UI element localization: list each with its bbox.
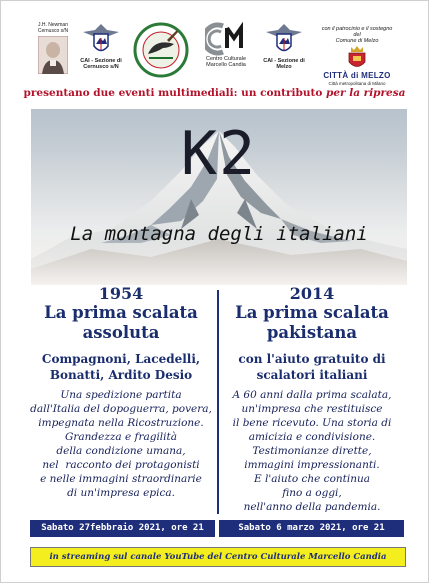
- desc-line: e nelle immagini straordinarie: [40, 473, 202, 485]
- streaming-banner: in streaming sul canale YouTube del Centro Culturale Marcello Candia: [30, 547, 406, 567]
- desc-line: Una spedizione partita: [60, 389, 182, 401]
- desc-line: amicizia e condivisione.: [248, 431, 376, 443]
- newman-portrait-icon: [38, 36, 68, 74]
- comune-text: Comune di Melzo: [335, 38, 379, 44]
- desc-line: fino a oggi,: [282, 487, 342, 499]
- event-2014: [219, 285, 405, 514]
- desc-line: Testimonianze dirette,: [252, 445, 372, 457]
- logo-cai-melzo: [259, 22, 309, 70]
- logo-centro-candia: [200, 22, 252, 68]
- patrocinio-text: con il patrocinio e il sostegno del: [321, 26, 393, 38]
- citta-sub-text: Città metropolitana di Milano: [328, 81, 386, 86]
- desc-line: nel racconto dei protagonisti: [42, 459, 200, 471]
- event-1954: [28, 285, 214, 500]
- event-1954-year: 1954: [98, 284, 144, 303]
- candia-logo-icon: [205, 22, 247, 56]
- event-1954-heading-2: assoluta: [82, 323, 160, 342]
- tagline-emph: per la ripresa: [326, 87, 406, 99]
- cai-melzo-emblem-icon: [264, 22, 304, 58]
- melzo-crest-icon: [346, 45, 368, 71]
- desc-line: impegnata nella Ricostruzione.: [38, 417, 204, 429]
- citta-melzo-text: CITTÀ di MELZO: [323, 71, 391, 80]
- desc-line: dall'Italia del dopoguerra, povera,: [30, 403, 212, 415]
- desc-line: A 60 anni dalla prima scalata,: [232, 389, 392, 401]
- event-2014-year: 2014: [289, 284, 335, 303]
- event-1954-heading-1: La prima scalata: [44, 303, 198, 322]
- desc-line: il bene ricevuto. Una storia di: [232, 417, 392, 429]
- subheading-line-1: con l'aiuto gratuito di: [238, 352, 386, 366]
- cai-cernusco-caption-2: Cernusco s/N: [83, 64, 119, 70]
- candia-caption-1: Centro Culturale: [205, 56, 247, 62]
- names-line-1: Compagnoni, Lacedelli,: [41, 352, 201, 366]
- desc-line: E l'aiuto che continua: [253, 473, 371, 485]
- hero-k2: [31, 109, 407, 285]
- tagline-main: presentano due eventi multimediali: un contributo: [23, 87, 326, 99]
- logo-newman: [36, 22, 70, 74]
- logo-citta-melzo: [318, 26, 396, 86]
- tagline: [0, 87, 429, 99]
- desc-line: un'impresa che restituisce: [241, 403, 383, 415]
- desc-line: nell'anno della pandemia.: [243, 501, 381, 513]
- candia-caption-2: Marcello Candia: [206, 62, 246, 68]
- cai-melzo-caption-1: CAI - Sezione di: [263, 58, 305, 64]
- subheading-line-2: scalatori italiani: [256, 368, 368, 382]
- desc-line: della condizione umana,: [56, 445, 186, 457]
- alpini-badge-icon: [133, 22, 189, 78]
- logo-alpini: [133, 22, 191, 78]
- event-2014-heading-1: La prima scalata: [235, 303, 389, 322]
- newman-caption-2: Cernusco s/N: [37, 28, 69, 34]
- cai-cernusco-emblem-icon: [81, 22, 121, 58]
- event-1954-date: Sabato 27febbraio 2021, ore 21: [30, 520, 215, 537]
- desc-line: immagini impressionanti.: [244, 459, 380, 471]
- event-2014-date: Sabato 6 marzo 2021, ore 21: [219, 520, 404, 537]
- event-2014-heading-2: pakistana: [266, 323, 358, 342]
- hero-subtitle: La montagna degli italiani: [70, 223, 368, 245]
- cai-cernusco-caption-1: CAI - Sezione di: [80, 58, 122, 64]
- sponsor-logos: [0, 22, 429, 84]
- event-2014-subheading: [219, 351, 405, 383]
- desc-line: di un'impresa epica.: [67, 487, 175, 499]
- newman-caption-1: J.H. Newman: [37, 22, 68, 28]
- logo-cai-cernusco: [80, 22, 122, 70]
- event-1954-description: [28, 388, 214, 500]
- cai-melzo-caption-2: Melzo: [276, 64, 292, 70]
- hero-title: K2: [180, 119, 258, 189]
- desc-line: Grandezza e fragilità: [64, 431, 178, 443]
- event-1954-names: [28, 351, 214, 383]
- event-2014-description: [219, 388, 405, 514]
- names-line-2: Bonatti, Ardito Desio: [49, 368, 193, 382]
